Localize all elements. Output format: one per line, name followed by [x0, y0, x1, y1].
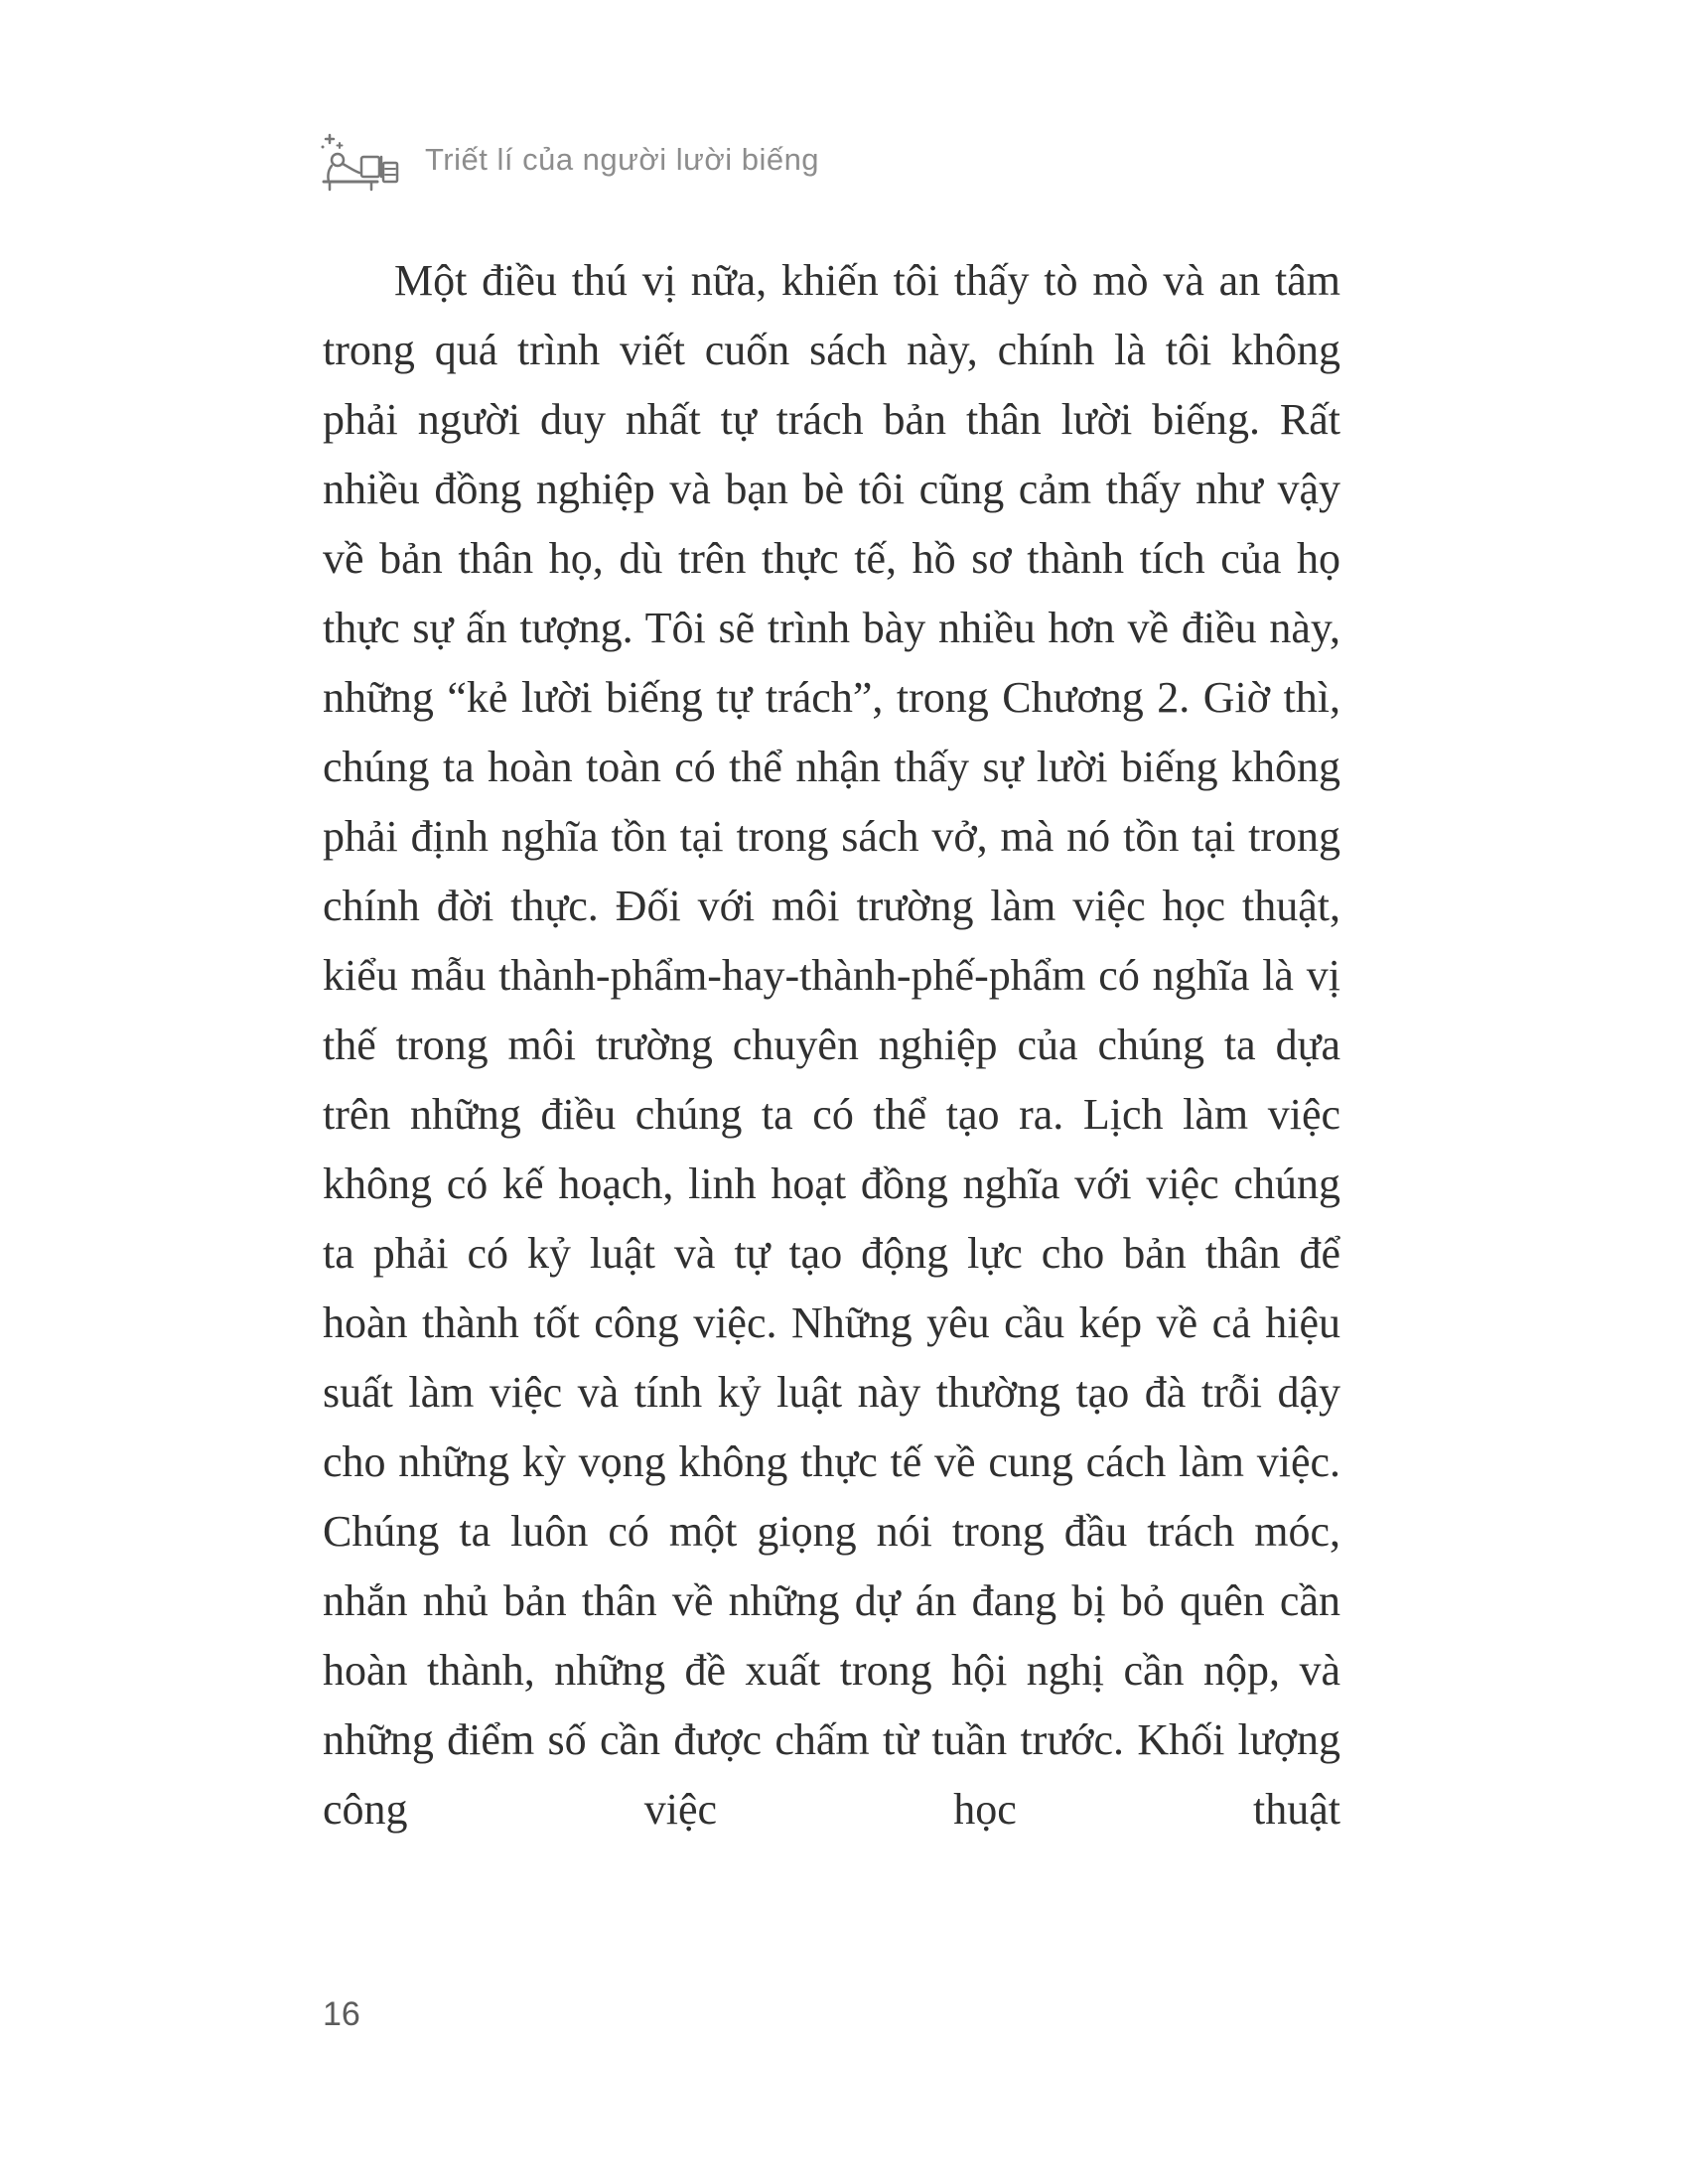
page-header — [316, 127, 819, 193]
book-title: Triết lí của người lười biếng — [425, 142, 820, 177]
page-number: 16 — [323, 1995, 360, 2033]
body-paragraph: Một điều thú vị nữa, khiến tôi thấy tò mò và an tâm trong quá trình viết cuốn sách này, chính là tôi không phải người duy nhất tự trách bản thân lười biếng. Rất nhiều đồng nghiệp và bạn bè tôi cũng cảm thấy như vậy về bản thân họ, dù trên thực tế, hồ sơ thành tích của họ thực sự ấn tượng. Tôi sẽ trình bày nhiều hơn về điều này, những “kẻ lười biếng tự trách”, trong Chương 2. Giờ thì, chúng ta hoàn toàn có thể nhận thấy sự lười biếng không phải định nghĩa tồn tại trong sách vở, mà nó tồn tại trong chính đời thực. Đối với môi trường làm việc học thuật, kiểu mẫu thành-phẩm-hay-thành-phế-phẩm có nghĩa là vị thế trong môi trường chuyên nghiệp của chúng ta dựa trên những điều chúng ta có thể tạo ra. Lịch làm việc không có kế hoạch, linh hoạt đồng nghĩa với việc chúng ta phải có kỷ luật và tự tạo động lực cho bản thân để hoàn thành tốt công việc. Những yêu cầu kép về cả hiệu suất làm việc và tính kỷ luật này thường tạo đà trỗi dậy cho những kỳ vọng không thực tế về cung cách làm việc. Chúng ta luôn có một giọng nói trong đầu trách móc, nhắn nhủ bản thân về những dự án đang bị bỏ quên cần hoàn thành, những đề xuất trong hội nghị cần nộp, và những điểm số cần được chấm từ tuần trước. Khối lượng công việc học thuật — [323, 256, 1340, 1834]
lazy-person-at-desk-icon — [316, 127, 403, 193]
